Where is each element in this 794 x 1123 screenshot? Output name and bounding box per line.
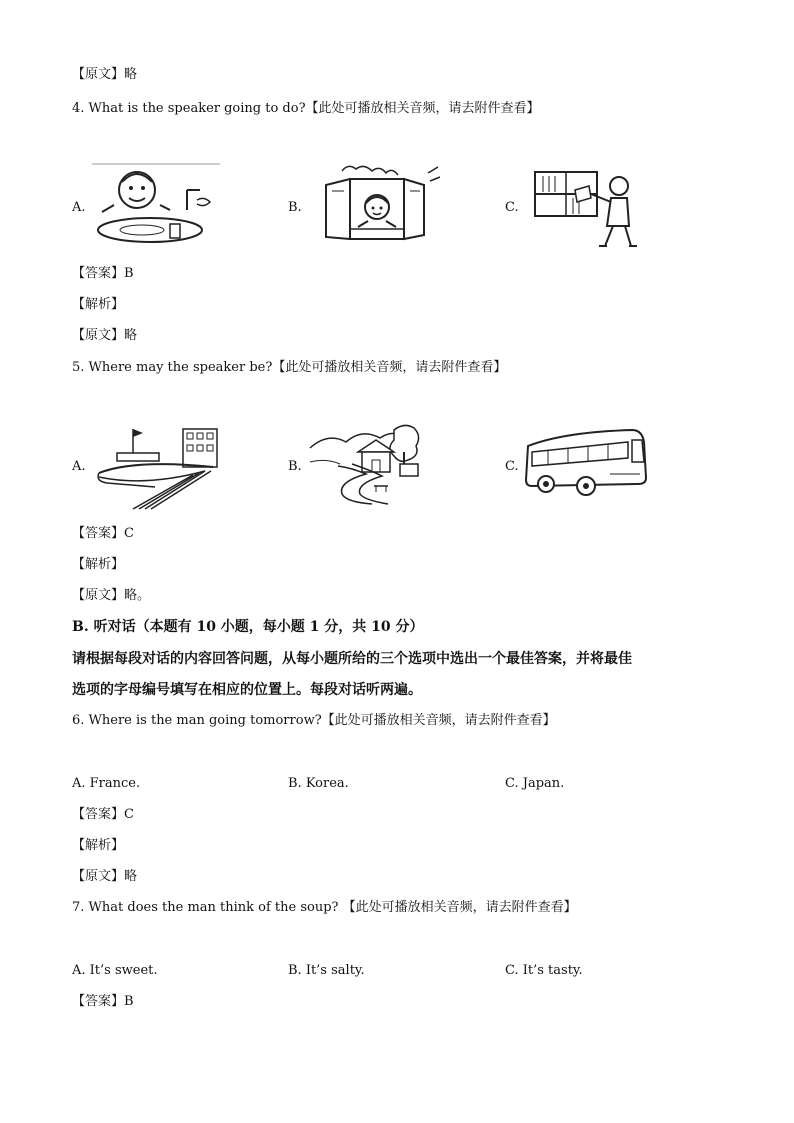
q3-original: 【原文】略 [72, 67, 138, 82]
q6-option-c: C. Japan. [505, 776, 565, 791]
q4-analysis: 【解析】 [72, 297, 125, 312]
q5-original: 【原文】略。 [72, 588, 151, 603]
q5-question: 5. Where may the speaker be?【此处可播放相关音频，请去附件查看】 [72, 360, 507, 375]
q5-option-b-label: B. [288, 459, 302, 474]
q5-option-c-label: C. [505, 459, 519, 474]
q7-option-a: A. It’s sweet. [72, 963, 158, 978]
q4-option-a-label: A. [72, 200, 86, 215]
q7-option-b: B. It’s salty. [288, 963, 365, 978]
q4-question: 4. What is the speaker going to do?【此处可播放相关音频，请去附件查看】 [72, 101, 540, 116]
q6-analysis: 【解析】 [72, 838, 125, 853]
man-washing-face-icon [92, 160, 222, 245]
q6-option-b: B. Korea. [288, 776, 349, 791]
countryside-house-icon [308, 422, 422, 506]
q7-question: 7. What does the man think of the soup? 【此处可播放相关音频，请去附件查看】 [72, 900, 577, 915]
section-b-title: B. 听对话（本题有 10 小题，每小题 1 分，共 10 分） [72, 619, 424, 635]
boy-at-window-icon [320, 163, 442, 245]
q7-answer: 【答案】B [72, 994, 134, 1009]
man-at-bookshelf-icon [533, 170, 643, 250]
bus-icon [524, 428, 648, 498]
q6-original: 【原文】略 [72, 869, 138, 884]
q4-option-b-label: B. [288, 200, 302, 215]
q6-option-a: A. France. [72, 776, 141, 791]
q5-option-a-label: A. [72, 459, 86, 474]
q6-question: 6. Where is the man going tomorrow?【此处可播放相关音频，请去附件查看】 [72, 713, 556, 728]
section-b-instruction-line2: 选项的字母编号填写在相应的位置上。每段对话听两遍。 [72, 682, 422, 698]
q6-answer: 【答案】C [72, 807, 134, 822]
stadium-track-icon [95, 425, 221, 510]
q5-analysis: 【解析】 [72, 557, 125, 572]
q4-option-c-label: C. [505, 200, 519, 215]
q5-answer: 【答案】C [72, 526, 134, 541]
q7-option-c: C. It’s tasty. [505, 963, 583, 978]
section-b-instruction-line1: 请根据每段对话的内容回答问题，从每小题所给的三个选项中选出一个最佳答案，并将最佳 [72, 651, 632, 667]
q4-answer: 【答案】B [72, 266, 134, 281]
q4-original: 【原文】略 [72, 328, 138, 343]
